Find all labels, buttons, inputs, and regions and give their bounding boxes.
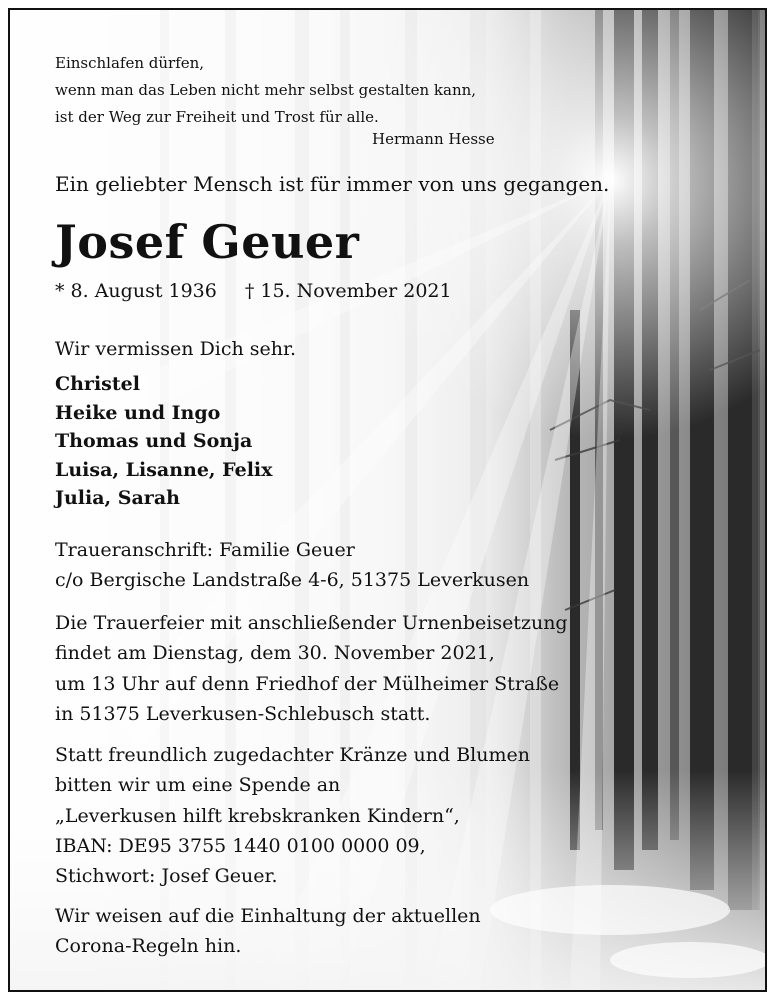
donation-info xyxy=(55,740,530,891)
mourning-address xyxy=(55,535,529,596)
family-message: Wir vermissen Dich sehr. xyxy=(55,338,297,360)
family-member: Thomas und Sonja xyxy=(55,430,253,452)
quote-line: wenn man das Leben nicht mehr selbst gestalten kann, xyxy=(55,81,477,99)
quote-line: ist der Weg zur Freiheit und Trost für alle. xyxy=(55,108,379,126)
family-member: Heike und Ingo xyxy=(55,401,221,424)
donation-line: Statt freundlich zugedachter Kränze und Blumen xyxy=(55,744,530,766)
quote-author: Hermann Hesse xyxy=(372,130,495,148)
obituary-content xyxy=(10,10,765,990)
ceremony-line: um 13 Uhr auf denn Friedhof der Mülheimer Straße xyxy=(55,672,560,695)
donation-line: Stichwort: Josef Geuer. xyxy=(55,865,278,888)
life-dates xyxy=(55,280,452,302)
ceremony-line: findet am Dienstag, dem 30. November 2021, xyxy=(55,642,495,665)
death-date: † 15. November 2021 xyxy=(244,280,452,302)
corona-notice xyxy=(55,901,481,962)
family-member: Julia, Sarah xyxy=(55,487,180,509)
donation-line: „Leverkusen hilft krebskranken Kindern“, xyxy=(55,804,460,827)
address-line: c/o Bergische Landstraße 4-6, 51375 Leverkusen xyxy=(55,569,530,592)
donation-line: IBAN: DE95 3755 1440 0100 0000 09, xyxy=(55,834,426,857)
ceremony-line: in 51375 Leverkusen-Schlebusch statt. xyxy=(55,702,431,725)
family-list xyxy=(55,370,272,513)
ceremony-line: Die Trauerfeier mit anschließender Urnenbeisetzung xyxy=(55,612,568,634)
family-member: Christel xyxy=(55,373,140,395)
poem-quote xyxy=(55,50,476,131)
address-line: Traueranschrift: Familie Geuer xyxy=(55,539,355,561)
obituary-frame xyxy=(8,8,767,992)
deceased-name: Josef Geuer xyxy=(55,215,360,269)
notice-line: Wir weisen auf die Einhaltung der aktuellen xyxy=(55,905,481,927)
notice-line: Corona-Regeln hin. xyxy=(55,935,242,958)
quote-line: Einschlafen dürfen, xyxy=(55,54,205,72)
ceremony-info xyxy=(55,608,568,729)
birth-date: * 8. August 1936 xyxy=(55,280,217,302)
donation-line: bitten wir um eine Spende an xyxy=(55,774,341,797)
family-member: Luisa, Lisanne, Felix xyxy=(55,458,273,481)
intro-text: Ein geliebter Mensch ist für immer von uns gegangen. xyxy=(55,172,610,196)
